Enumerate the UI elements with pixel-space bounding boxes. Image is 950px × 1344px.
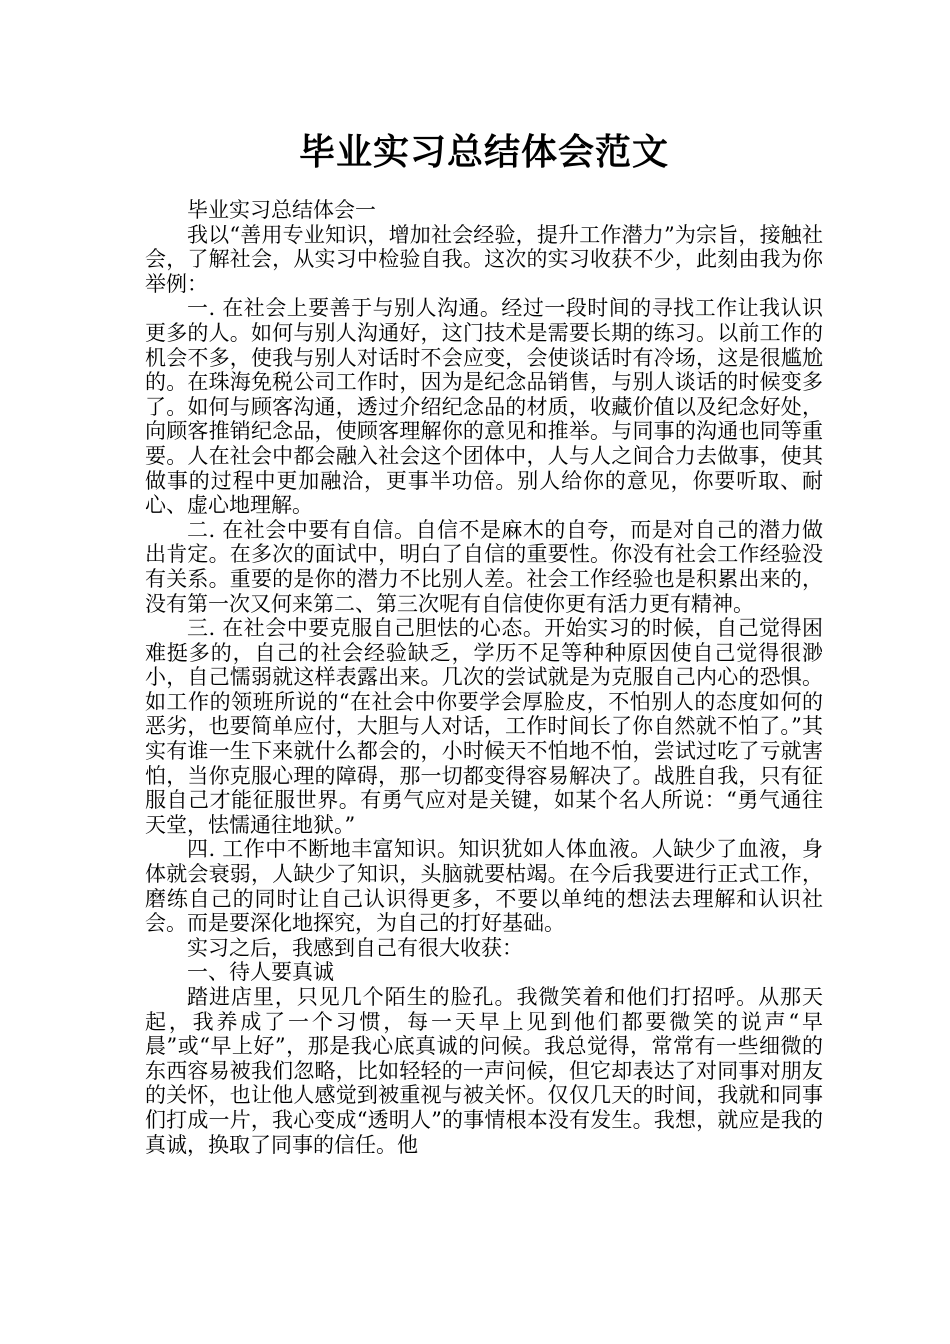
paragraph: 二. 在社会中要有自信。自信不是麻木的自夸，而是对自己的潜力做出肯定。在多次的面试中，明白了自信的重要性。你没有社会工作经验没有关系。重要的是你的潜力不比别人差。社会工作经验也是积累出来的，没有第一次又何来第二、第三次呢有自信使你更有活力更有精神。 [145,517,823,616]
paragraph: 一、待人要真诚 [187,960,334,985]
paragraph: 三. 在社会中要克服自己胆怯的心态。开始实习的时候，自己觉得困难挺多的，自己的社会经验缺乏，学历不足等种种原因使自己觉得很渺小，自己懦弱就这样表露出来。几次的尝试就是为克服自己内心的恐惧。如工作的领班所说的“在社会中你要学会厚脸皮，不怕别人的态度如何的恶劣，也要简单应付，大胆与人对话，工作时间长了你自然就不怕了。”其实有谁一生下来就什么都会的，小时候天不怕地不怕，尝试过吃了亏就害怕，当你克服心理的障碍，那一切都变得容易解决了。战胜自我，只有征服自己才能征服世界。有勇气应对是关键，如某个名人所说：“勇气通往天堂，怯懦通往地狱。” [145,616,823,837]
paragraph: 实习之后，我感到自己有很大收获： [187,935,523,960]
paragraph: 一. 在社会上要善于与别人沟通。经过一段时间的寻找工作让我认识更多的人。如何与别人沟通好，这门技术是需要长期的练习。以前工作的机会不多，使我与别人对话时不会应变，会使谈话时有冷场，这是很尴尬的。在珠海免税公司工作时，因为是纪念品销售，与别人谈话的时候变多了。如何与顾客沟通，透过介绍纪念品的材质，收藏价值以及纪念好处，向顾客推销纪念品，使顾客理解你的意见和推举。与同事的沟通也同等重要。人在社会中都会融入社会这个团体中，人与人之间合力去做事，使其做事的过程中更加融洽，更事半功倍。别人给你的意见，你要听取、耐心、虚心地理解。 [145,296,823,518]
document-page [145,126,823,1157]
paragraph: 我以“善用专业知识，增加社会经验，提升工作潜力”为宗旨，接触社会，了解社会，从实习中检验自我。这次的实习收获不少，此刻由我为你举例： [145,222,823,296]
document-title: 毕业实习总结体会范文 [298,132,669,173]
document-body [145,198,823,1157]
paragraph: 毕业实习总结体会一 [187,198,376,222]
paragraph: 踏进店里，只见几个陌生的脸孔。我微笑着和他们打招呼。从那天起，我养成了一个习惯，每一天早上见到他们都要微笑的说声“早晨”或“早上好”，那是我心底真诚的问候。我总觉得，常常有一些细微的东西容易被我们忽略，比如轻轻的一声问候，但它却表达了对同事对朋友的关怀，也让他人感觉到被重视与被关怀。仅仅几天的时间，我就和同事们打成一片，我心变成“透明人”的事情根本没有发生。我想，就应是我的真诚，换取了同事的信任。他 [145,985,823,1157]
paragraph: 四. 工作中不断地丰富知识。知识犹如人体血液。人缺少了血液，身体就会衰弱，人缺少了知识，头脑就要枯竭。在今后我要进行正式工作，磨练自己的同时让自己认识得更多，不要以单纯的想法去理解和认识社会。而是要深化地探究，为自己的打好基础。 [145,837,823,936]
